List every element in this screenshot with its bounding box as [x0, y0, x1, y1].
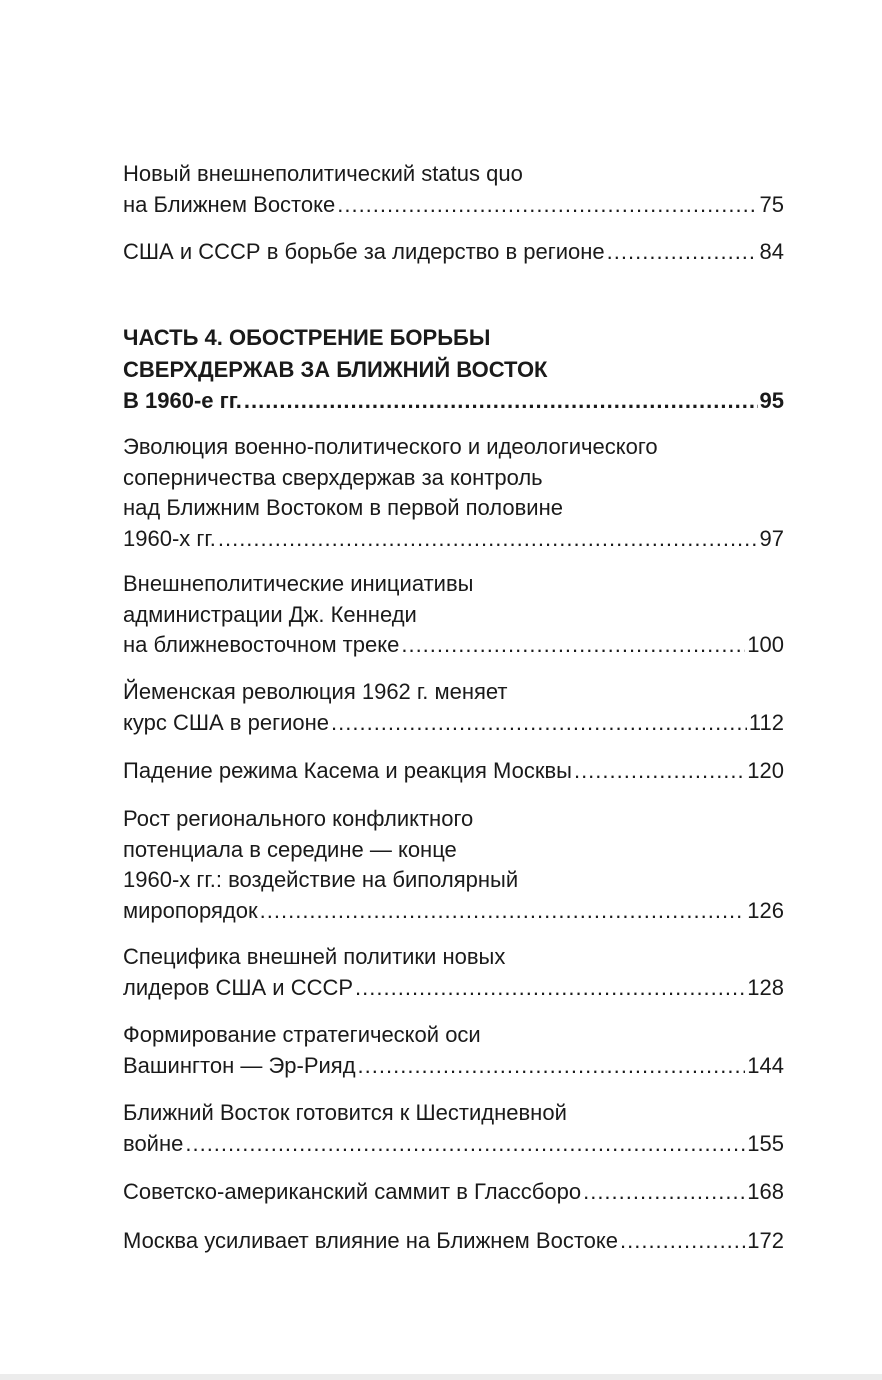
- toc-page-number: 126: [747, 897, 784, 923]
- dot-leader: [244, 385, 758, 417]
- toc-entry[interactable]: [123, 942, 784, 1003]
- toc-entry[interactable]: [123, 804, 784, 926]
- toc-entry-title: 1960-х гг.: [123, 525, 216, 551]
- toc-entry-line: Формирование стратегической оси: [123, 1022, 481, 1047]
- toc-page-number: 75: [759, 191, 784, 217]
- toc-entry-line: потенциала в середине — конце: [123, 836, 457, 862]
- toc-entry-title: Падение режима Касема и реакция Москвы: [123, 758, 572, 783]
- toc-entry-line: Специфика внешней политики новых: [123, 944, 506, 969]
- toc-entry[interactable]: [123, 1020, 784, 1081]
- toc-page-number: 100: [747, 632, 784, 657]
- dot-leader: [607, 237, 758, 268]
- toc-page-number: 172: [747, 1228, 784, 1253]
- toc-entry-title: лидеров США и СССР: [123, 974, 354, 1000]
- toc-entry-line: СВЕРХДЕРЖАВ ЗА БЛИЖНИЙ ВОСТОК: [123, 356, 548, 382]
- toc-page-number: 168: [747, 1179, 784, 1204]
- toc-entry-title: миропорядок: [123, 897, 258, 923]
- dot-leader: [337, 190, 757, 221]
- toc-entry-line: над Ближним Востоком в первой половине: [123, 495, 563, 520]
- dot-leader: [185, 1129, 745, 1160]
- dot-leader: [218, 524, 758, 555]
- toc-page-number: 155: [747, 1130, 784, 1156]
- toc-entry-line: 1960-х гг.: воздействие на биполярный: [123, 867, 519, 892]
- toc-entry-title: Советско-американский саммит в Глассборо: [123, 1179, 582, 1204]
- toc-entry-line: Эволюция военно-политического и идеологического: [123, 434, 658, 459]
- toc-page-number: 84: [759, 239, 784, 264]
- dot-leader: [331, 708, 747, 739]
- toc-entry[interactable]: [123, 677, 784, 738]
- toc-entry-title: США и СССР в борьбе за лидерство в регионе: [123, 239, 605, 264]
- toc-entry-title: курс США в регионе: [123, 709, 330, 735]
- toc-entry-line: соперничества сверхдержав за контроль: [123, 464, 543, 490]
- page-edge: [0, 1374, 882, 1380]
- dot-leader: [620, 1226, 745, 1257]
- toc-page-number: 120: [747, 758, 784, 783]
- toc-entry-title: В 1960-е гг.: [123, 388, 242, 413]
- toc-page-number: 144: [747, 1052, 784, 1078]
- toc-entry[interactable]: [123, 1177, 784, 1208]
- toc-entry-line: Йеменская революция 1962 г. меняет: [123, 679, 508, 704]
- toc-page-number: 112: [748, 709, 784, 735]
- toc-page-number: 97: [759, 525, 784, 551]
- toc-page-number: 95: [759, 388, 784, 413]
- toc-entry-title: на ближневосточном треке: [123, 632, 400, 657]
- toc-entry[interactable]: [123, 756, 784, 787]
- toc-page-number: 128: [747, 974, 784, 1000]
- dot-leader: [260, 896, 746, 927]
- toc-entry[interactable]: [123, 1098, 784, 1159]
- toc-part-heading[interactable]: [123, 322, 784, 417]
- toc-entry[interactable]: [123, 237, 784, 268]
- toc-entry-line: Ближний Восток готовится к Шестидневной: [123, 1100, 567, 1125]
- dot-leader: [358, 1051, 746, 1082]
- toc-entry[interactable]: [123, 432, 784, 554]
- toc-entry-line: администрации Дж. Кеннеди: [123, 601, 417, 627]
- dot-leader: [583, 1177, 745, 1208]
- toc-entry-line: Внешнеполитические инициативы: [123, 571, 474, 596]
- toc-entry-title: на Ближнем Востоке: [123, 191, 336, 217]
- dot-leader: [574, 756, 745, 787]
- toc-entry-line: Новый внешнеполитический status quo: [123, 161, 523, 186]
- dot-leader: [355, 973, 745, 1004]
- toc-entry-title: Москва усиливает влияние на Ближнем Востоке: [123, 1228, 618, 1253]
- toc-entry[interactable]: [123, 569, 784, 661]
- toc-entry-title: войне: [123, 1130, 184, 1156]
- dot-leader: [401, 630, 745, 661]
- toc-entry-line: Рост регионального конфликтного: [123, 806, 474, 831]
- toc-entry-line: ЧАСТЬ 4. ОБОСТРЕНИЕ БОРЬБЫ: [123, 325, 491, 350]
- toc-entry[interactable]: [123, 159, 784, 220]
- toc-entry[interactable]: [123, 1226, 784, 1257]
- toc-entry-title: Вашингтон — Эр-Рияд: [123, 1052, 356, 1078]
